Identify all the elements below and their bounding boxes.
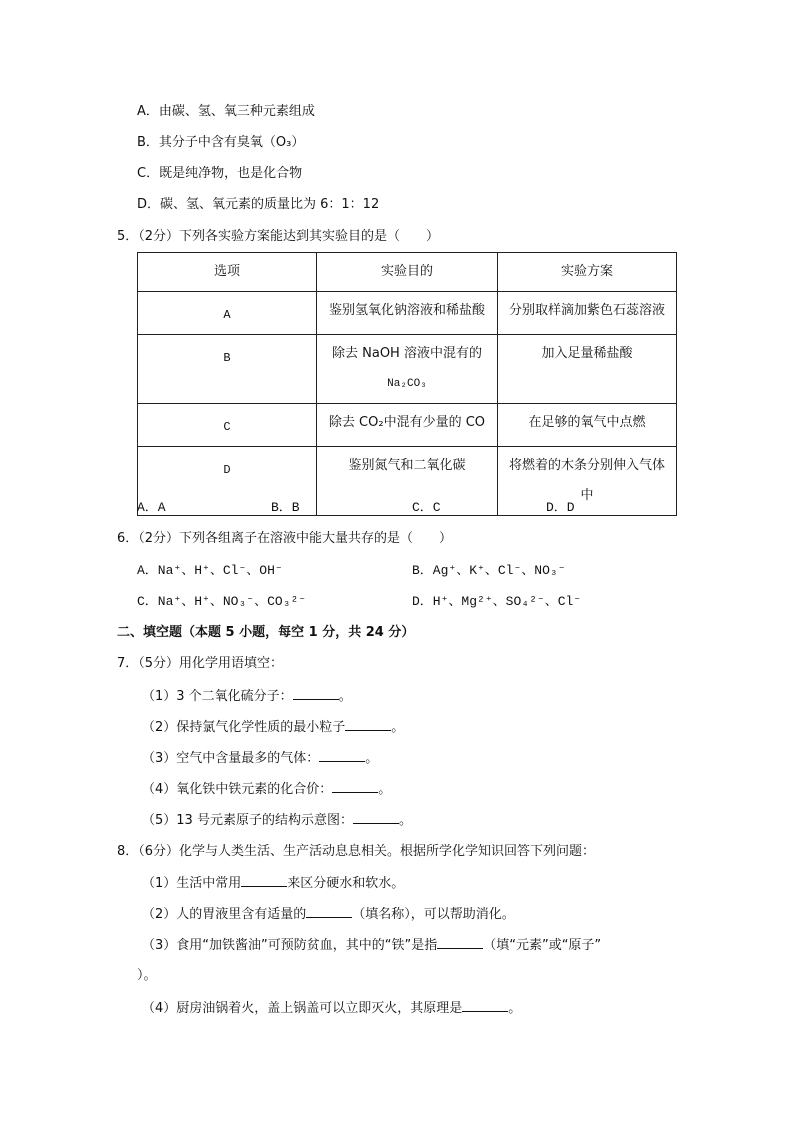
q7-item: （5）13 号元素原子的结构示意图： 。 (142, 813, 412, 828)
row-plan (497, 447, 676, 516)
q8-item-continuation: ）。 (137, 968, 157, 983)
answer-blank (319, 749, 365, 762)
q6-option-b: B．Ag⁺、K⁺、Cl⁻、NO₃⁻ (412, 563, 566, 578)
q8-item: （3）食用“加铁酱油”可预防贫血，其中的“铁”是指 （填“元素”或“原子” (142, 938, 602, 953)
q8-item: （2）人的胃液里含有适量的 （填名称），可以帮助消化。 (142, 907, 515, 922)
row-purpose: 鉴别氢氧化钠溶液和稀盐酸 (316, 292, 497, 335)
q5-answer-c: C．C (412, 500, 441, 515)
q5-answer-d: D．D (546, 500, 575, 515)
row-purpose: 鉴别氮气和二氧化碳 (316, 447, 497, 516)
row-purpose: 除去 CO₂中混有少量的 CO (316, 404, 497, 447)
answer-blank (293, 687, 339, 700)
q7-item: （3）空气中含量最多的气体： 。 (142, 751, 379, 766)
header-plan: 实验方案 (497, 253, 676, 292)
header-purpose: 实验目的 (316, 253, 497, 292)
q5-stem: 5．（2分）下列各实验方案能达到其实验目的是（ ） (117, 229, 440, 244)
q7-stem: 7．（5分）用化学用语填空： (117, 656, 284, 671)
row-plan: 在足够的氧气中点燃 (497, 404, 676, 447)
q5-answer-a: A．A (137, 500, 166, 515)
answer-blank (345, 718, 391, 731)
answer-blank (437, 936, 483, 949)
row-purpose-line1: 除去 NaOH 溶液中混有的 (332, 346, 482, 361)
q4-option-a: A．由碳、氢、氧三种元素组成 (137, 104, 315, 119)
row-purpose (316, 335, 497, 404)
row-plan: 加入足量稀盐酸 (497, 335, 676, 404)
q4-option-c: C．既是纯净物，也是化合物 (137, 166, 303, 181)
q7-item: （1）3 个二氧化硫分子： 。 (142, 689, 352, 704)
row-plan-line2: 中 (580, 488, 594, 503)
q6-option-d: D．H⁺、Mg²⁺、SO₄²⁻、Cl⁻ (412, 594, 582, 609)
row-option: B (138, 335, 317, 404)
q7-item: （4）氧化铁中铁元素的化合价： 。 (142, 782, 392, 797)
header-option: 选项 (138, 253, 317, 292)
table-row (138, 447, 677, 516)
table-header-row (138, 253, 677, 292)
q8-stem: 8．（6分）化学与人类生活、生产活动息息相关。根据所学化学知识回答下列问题： (117, 844, 596, 859)
table-row (138, 292, 677, 335)
q6-stem: 6．（2分）下列各组离子在溶液中能大量共存的是（ ） (117, 531, 453, 546)
answer-blank (306, 905, 352, 918)
row-option: D (138, 447, 317, 516)
table-row (138, 335, 677, 404)
answer-blank (353, 811, 399, 824)
row-option: A (138, 292, 317, 335)
answer-blank (332, 780, 378, 793)
row-option: C (138, 404, 317, 447)
q4-option-b: B．其分子中含有臭氧（O₃） (137, 135, 305, 150)
q6-option-a: A．Na⁺、H⁺、Cl⁻、OH⁻ (137, 563, 283, 578)
row-plan-line1: 将燃着的木条分别伸入气体 (508, 458, 665, 473)
answer-blank (241, 874, 287, 887)
q8-item: （1）生活中常用 来区分硬水和软水。 (142, 876, 405, 891)
answer-blank (462, 999, 508, 1012)
row-purpose-line2: Na₂CO₃ (387, 378, 427, 390)
q4-option-d: D．碳、氢、氧元素的质量比为 6：1：12 (137, 197, 380, 212)
row-plan: 分别取样滴加紫色石蕊溶液 (497, 292, 676, 335)
table-row (138, 404, 677, 447)
section-title: 二、填空题（本题 5 小题，每空 1 分，共 24 分） (117, 625, 415, 640)
q7-item: （2）保持氯气化学性质的最小粒子 。 (142, 720, 405, 735)
q5-answer-b: B．B (271, 500, 300, 515)
q6-option-c: C．Na⁺、H⁺、NO₃⁻、CO₃²⁻ (137, 594, 307, 609)
experiment-table (137, 252, 677, 516)
q8-item: （4）厨房油锅着火，盖上锅盖可以立即灭火，其原理是 。 (142, 1001, 522, 1016)
